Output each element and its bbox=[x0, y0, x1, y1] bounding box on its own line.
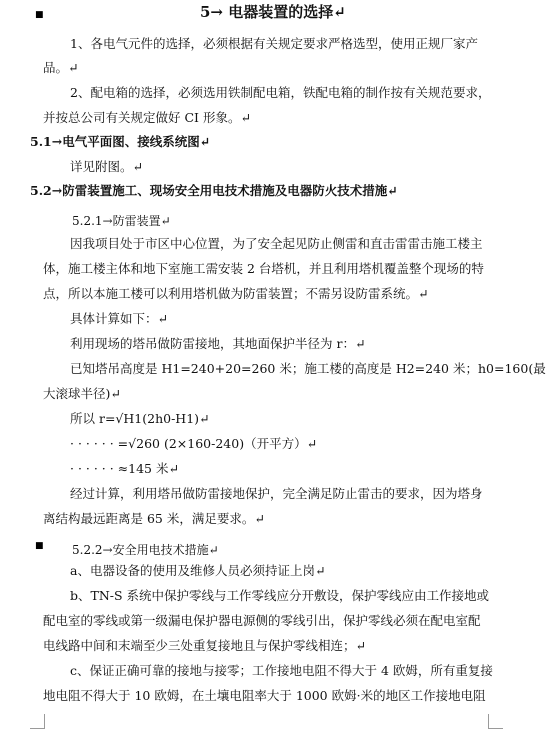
paragraph-line: 1、各电气元件的选择，必须根据有关规定要求严格选型，使用正规厂家产 bbox=[70, 36, 478, 51]
heading-5-2: 5.2→防雷装置施工、现场安全用电技术措施及电器防火技术措施↵ bbox=[30, 183, 398, 198]
paragraph-line: 地电阻不得大于 10 欧姆，在土壤电阻率大于 1000 欧姆·米的地区工作接地电阻 bbox=[43, 688, 486, 703]
paragraph-line: 并按总公司有关规定做好 CI 形象。↵ bbox=[43, 110, 251, 125]
paragraph-line: 点，所以本施工楼可以利用塔机做为防雷装置；不需另设防雷系统。↵ bbox=[43, 286, 429, 301]
heading-5-2-1: 5.2.1→防雷装置↵ bbox=[72, 214, 171, 228]
paragraph-line: 利用现场的塔吊做防雷接地，其地面保护半径为 r：↵ bbox=[70, 336, 366, 351]
paragraph-line: 已知塔吊高度是 H1=240+20=260 米；施工楼的高度是 H2=240 米；h0=160(最 bbox=[70, 361, 546, 376]
paragraph-line: 经过计算，利用塔吊做防雷接地保护，完全满足防止雷击的要求，因为塔身 bbox=[70, 486, 483, 501]
bullet-marker: ■ bbox=[35, 541, 44, 551]
paragraph-line: 具体计算如下：↵ bbox=[70, 311, 168, 326]
paragraph-line: 详见附图。↵ bbox=[70, 159, 143, 174]
paragraph-line: 大滚球半径)↵ bbox=[43, 386, 121, 401]
formula-line: · · · · · · =√260 (2×160-240)（开平方）↵ bbox=[70, 436, 318, 451]
paragraph-line: 品。↵ bbox=[43, 60, 79, 75]
heading-5-1: 5.1→电气平面图、接线系统图↵ bbox=[30, 134, 211, 149]
formula-line: · · · · · · ≈145 米↵ bbox=[70, 461, 179, 476]
paragraph-line: 配电室的零线或第一级漏电保护器电源侧的零线引出，保护零线必须在配电室配 bbox=[43, 613, 481, 628]
page-margin-corner bbox=[30, 714, 45, 729]
paragraph-line: b、TN-S 系统中保护零线与工作零线应分开敷设，保护零线应由工作接地或 bbox=[70, 588, 490, 603]
bullet-marker: ■ bbox=[35, 10, 44, 20]
paragraph-line: 离结构最远距离是 65 米，满足要求。↵ bbox=[43, 511, 265, 526]
paragraph-line: c、保证正确可靠的接地与接零；工作接地电阻不得大于 4 欧姆，所有重复接 bbox=[70, 663, 493, 678]
formula-line: 所以 r=√H1(2h0-H1)↵ bbox=[70, 411, 210, 426]
paragraph-line: 因我项目处于市区中心位置，为了安全起见防止侧雷和直击雷雷击施工楼主 bbox=[70, 236, 483, 251]
paragraph-line: 2、配电箱的选择，必须选用铁制配电箱，铁配电箱的制作按有关规范要求， bbox=[70, 85, 491, 100]
page-margin-corner bbox=[488, 714, 503, 729]
paragraph-line: 电线路中间和末端至少三处重复接地且与保护零线相连；↵ bbox=[43, 638, 366, 653]
paragraph-line: a、电器设备的使用及维修人员必须持证上岗↵ bbox=[70, 563, 326, 578]
heading-5-2-2: 5.2.2→安全用电技术措施↵ bbox=[72, 543, 219, 557]
paragraph-line: 体，施工楼主体和地下室施工需安装 2 台塔机，并且利用塔机覆盖整个现场的特 bbox=[43, 261, 484, 276]
section-title: 5→ 电器装置的选择↵ bbox=[200, 3, 346, 21]
